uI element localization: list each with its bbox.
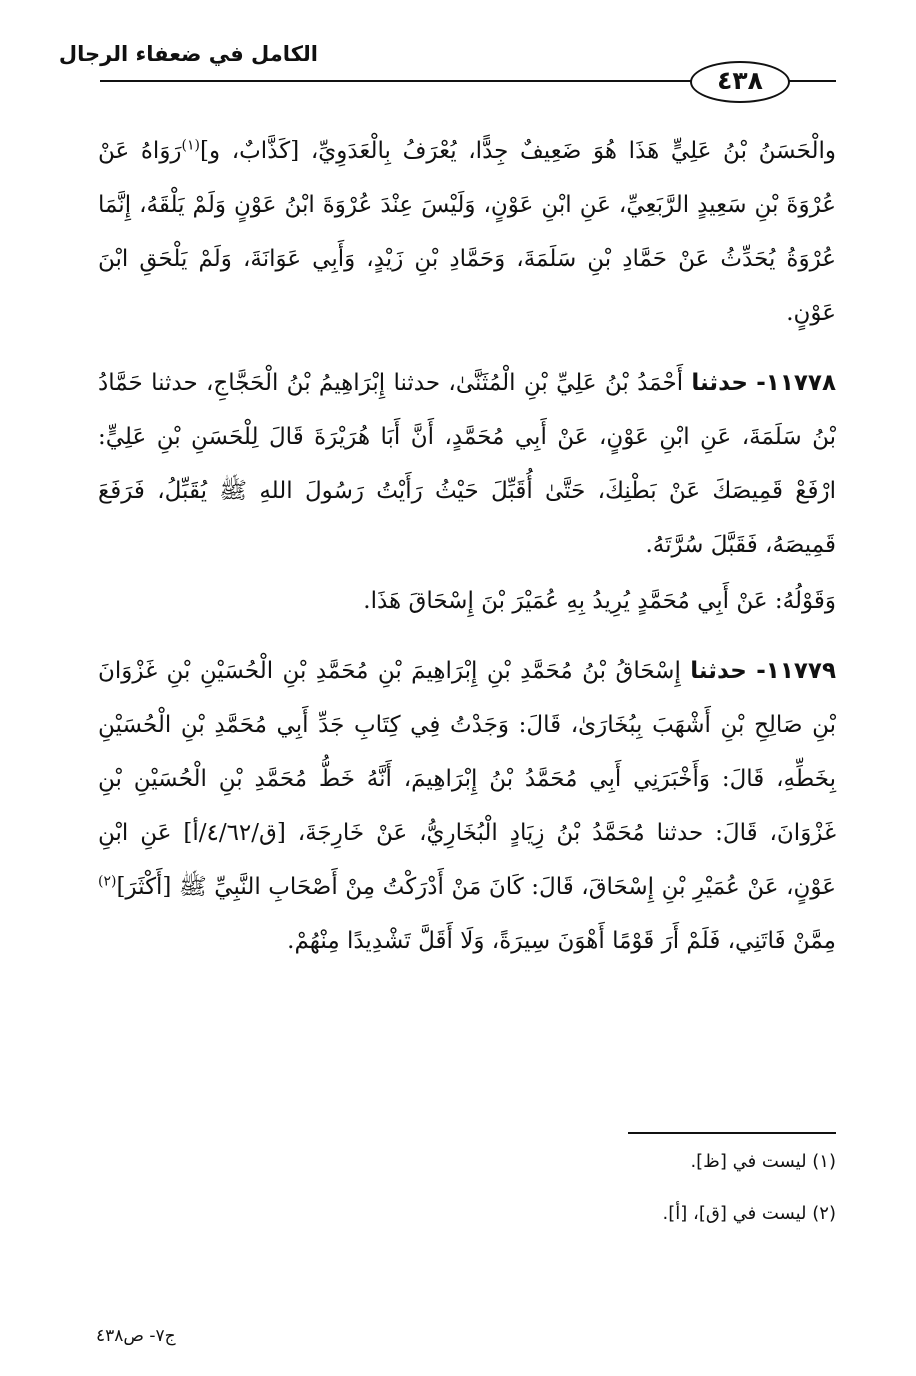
main-text [98,124,836,968]
hadith-text-continued: عَنِ ابْنِ عَوْنٍ، عَنْ عُمَيْرِ بْنِ إِسْحَاقَ، قَالَ: كَانَ مَنْ أَدْرَكْتُ مِنْ أَصْحَابِ النَّبِيِّ ﷺ [أَكْثَرَ] [98,820,836,900]
hadith-number: ١١٧٧٨- [756,370,836,396]
manuscript-folio-ref: [ق/٤/٦٢/أ] [183,820,286,846]
hadith-text-end: مِمَّنْ فَاتَنِي، فَلَمْ أَرَ قَوْمًا أَهْوَنَ سِيرَةً، وَلَا أَقَلَّ تَشْدِيدًا مِنْهُمْ. [287,928,836,954]
footnotes [400,1148,836,1252]
footnote-separator [628,1132,836,1134]
footnote-1: (١) ليست في [ظ]. [690,1151,836,1172]
hadith-text: أَحْمَدُ بْنُ عَلِيِّ بْنِ الْمُثَنَّىٰ، حدثنا إِبْرَاهِيمُ بْنُ الْحَجَّاجِ، حدثنا حَمَّادُ بْنُ سَلَمَةَ، عَنِ ابْنِ عَوْنٍ، عَنْ أَبِي مُحَمَّدٍ، أَنَّ أَبَا هُرَيْرَةَ قَالَ لِلْحَسَنِ بْنِ عَلِيٍّ: ارْفَعْ قَمِيصَكَ عَنْ بَطْنِكَ، حَتَّىٰ أُقَبِّلَ حَيْثُ رَأَيْتُ رَسُولَ اللهِ ﷺ يُقَبِّلُ، فَرَفَعَ قَمِيصَهُ، فَقَبَّلَ سُرَّتَهُ. [98,370,836,558]
haddathana-keyword: حدثنا [691,370,748,396]
paragraph-text-continued: رَوَاهُ عَنْ عُرْوَةَ بْنِ سَعِيدٍ الرَّبَعِيِّ، عَنِ ابْنِ عَوْنٍ، وَلَيْسَ عِنْدَ عُرْوَةَ ابْنُ عَوْنٍ وَلَمْ يَلْقَهُ، إِنَّمَا عُرْوَةُ يُحَدِّثُ عَنْ حَمَّادِ بْنِ سَلَمَةَ، وَحَمَّادِ بْنِ زَيْدٍ، وَأَبِي عَوَانَةَ، وَلَمْ يَلْحَقِ ابْنَ عَوْنٍ. [98,138,836,326]
hadith-number: ١١٧٧٩- [756,658,836,684]
page-number-badge: ٤٣٨ [690,61,790,103]
paragraph-commentary-hasan [98,124,836,340]
paragraph-text: والْحَسَنُ بْنُ عَلِيٍّ هَذَا هُوَ ضَعِيفٌ جِدًّا، يُعْرَفُ بِالْعَدَوِيِّ، [كَذَّابٌ، و] [200,138,836,164]
footnote-ref-1: (١) [181,137,200,154]
hadith-text: إِسْحَاقُ بْنُ مُحَمَّدِ بْنِ إِبْرَاهِيمَ بْنِ مُحَمَّدِ بْنِ الْحُسَيْنِ بْنِ غَزْوَانَ بْنِ صَالِحِ بْنِ أَشْهَبَ بِبُخَارَىٰ، قَالَ: وَجَدْتُ فِي كِتَابِ جَدِّ أَبِي مُحَمَّدِ بْنِ الْحُسَيْنِ بِخَطِّهِ، قَالَ: وَأَخْبَرَنِي أَبِي مُحَمَّدُ بْنُ إِبْرَاهِيمَ، أَنَّهُ خَطُّ مُحَمَّدِ بْنِ الْحُسَيْنِ بْنِ غَزْوَانَ، قَالَ: حدثنا مُحَمَّدُ بْنُ زِيَادٍ الْبُخَارِيُّ، عَنْ خَارِجَةَ، [98,658,837,846]
hadith-11779 [98,644,836,968]
footnote-ref-2: (٢) [98,873,117,890]
volume-page-footer: ج٧- ص٤٣٨ [96,1326,176,1346]
footnote-2: (٢) ليست في [ق]، [أ]. [662,1203,836,1224]
commentary-abu-muhammad: وَقَوْلُهُ: عَنْ أَبِي مُحَمَّدٍ يُرِيدُ بِهِ عُمَيْرَ بْنَ إِسْحَاقَ هَذَا. [363,588,836,614]
haddathana-keyword: حدثنا [690,658,747,684]
hadith-11778 [98,356,836,572]
running-header-title: الكامل في ضعفاء الرجال [58,42,318,66]
